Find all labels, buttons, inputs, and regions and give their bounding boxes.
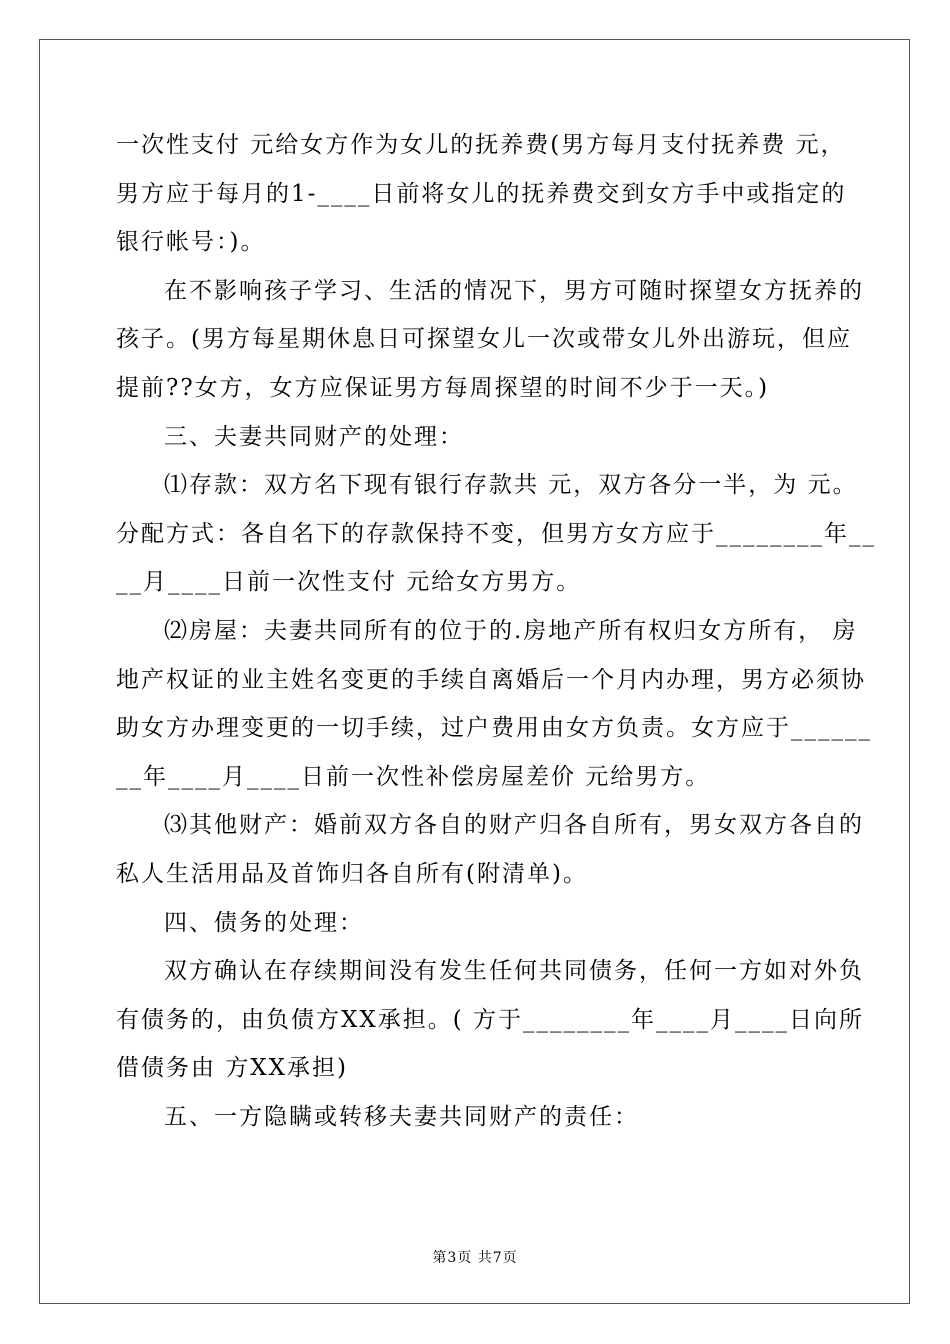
section-heading-5: 五、一方隐瞒或转移夫妻共同财产的责任： [164,1103,639,1130]
page-number-footer: 第3页 共7页 [432,1250,518,1266]
text-line-8: ⑴存款：双方名下现有银行存款共 元，双方各分一半，为 元。 [164,472,858,499]
text-line-6: 提前??女方，女方应保证男方每周探望的时间不少于一天。) [116,374,770,401]
text-line-3: 银行帐号：)。 [116,229,266,256]
text-line-13: 助女方办理变更的一切手续，过户费用由女方负责。女方应于______ [116,715,872,742]
section-heading-3: 三、夫妻共同财产的处理： [164,423,464,450]
text-line-16: 私人生活用品及首饰归各自所有(附清单)。 [116,860,588,887]
section-heading-4: 四、债务的处理： [164,909,364,936]
text-line-1: 一次性支付 元给女方作为女儿的抚养费(男方每月支付抚养费 元， [116,132,846,158]
text-line-14: __年____月____日前一次性补偿房屋差价 元给男方。 [116,763,711,790]
text-line-12: 地产权证的业主姓名变更的手续自离婚后一个月内办理，男方必须协 [116,666,866,693]
text-line-9: 分配方式：各自名下的存款保持不变，但男方女方应于________年__ [116,520,876,547]
text-line-11: ⑵房屋：夫妻共同所有的位于的.房地产所有权归女方所有， 房 [164,617,858,644]
text-line-19: 有债务的，由负债方XX承担。( 方于________年____月____日向所 [116,1006,865,1033]
text-line-18: 双方确认在存续期间没有发生任何共同债务，任何一方如对外负 [164,958,864,985]
text-line-5: 孩子。(男方每星期休息日可探望女儿一次或带女儿外出游玩，但应 [116,326,852,353]
text-line-20: 借债务由 方XX承担) [116,1055,349,1082]
document-body [116,128,876,1148]
text-line-15: ⑶其他财产：婚前双方各自的财产归各自所有，男女双方各自的 [164,812,864,839]
text-line-4: 在不影响孩子学习、生活的情况下，男方可随时探望女方抚养的 [164,277,864,304]
text-line-2: 男方应于每月的1-____日前将女儿的抚养费交到女方手中或指定的 [116,180,847,207]
text-line-10: __月____日前一次性支付 元给女方男方。 [116,569,582,596]
